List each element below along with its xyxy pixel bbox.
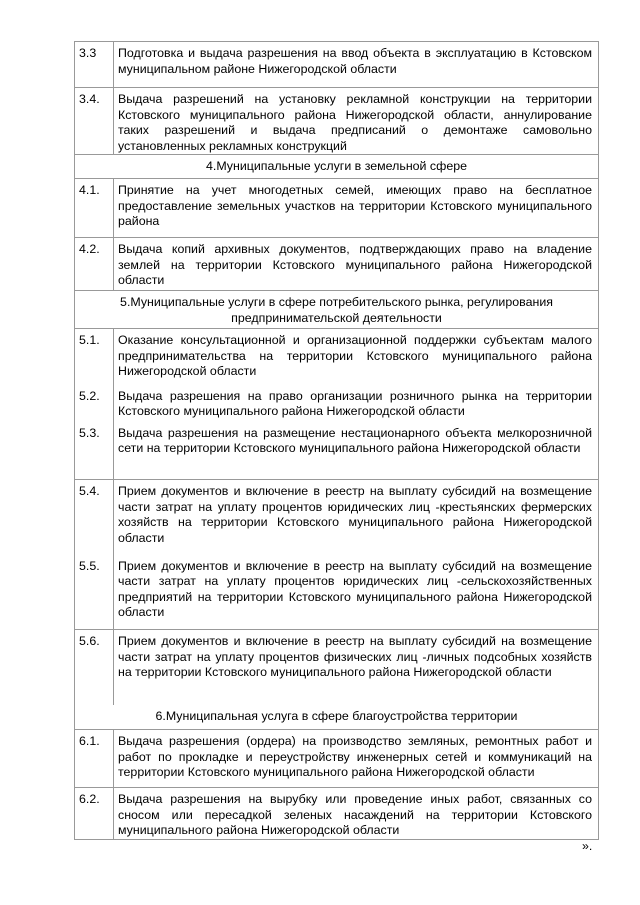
table-row — [75, 329, 599, 385]
section-heading-row — [75, 291, 599, 329]
row-text: Принятие на учет многодетных семей, имеющих право на бесплатное предоставление земельных участков на территории Кстовского муниципального района — [114, 179, 599, 238]
row-number: 6.1. — [75, 730, 114, 788]
table-row — [75, 788, 599, 840]
row-number: 3.4. — [75, 88, 114, 155]
row-number: 4.1. — [75, 179, 114, 238]
table-row — [75, 385, 599, 422]
table-row — [75, 42, 599, 88]
row-number: 5.3. — [75, 422, 114, 480]
section-heading-row — [75, 155, 599, 179]
row-number: 6.2. — [75, 788, 114, 840]
row-number: 5.5. — [75, 555, 114, 630]
table-row — [75, 555, 599, 630]
section-heading: 5.Муниципальные услуги в сфере потребительского рынка, регулирования предпринимательской деятельности — [75, 291, 599, 329]
row-text: Выдача разрешения на вырубку или проведение иных работ, связанных со сносом или пересадкой зеленых насаждений на территории Кстовского муниципального района Нижегородской области — [114, 788, 599, 840]
table-row — [75, 730, 599, 788]
table-row — [75, 88, 599, 155]
section-heading: 6.Муниципальная услуга в сфере благоустройства территории — [75, 705, 599, 730]
table-row — [75, 422, 599, 480]
row-text: Выдача разрешения на право организации розничного рынка на территории Кстовского муниципального района Нижегородской области — [114, 385, 599, 422]
row-number: 5.6. — [75, 630, 114, 705]
row-text: Выдача разрешений на установку рекламной конструкции на территории Кстовского муниципального района Нижегородской области, аннулирование таких разрешений и выдача предписаний о демонтаже самовольно установленных рекламных конструкций — [114, 88, 599, 155]
row-text: Подготовка и выдача разрешения на ввод объекта в эксплуатацию в Кстовском муниципальном районе Нижегородской области — [114, 42, 599, 88]
row-text: Выдача разрешения (ордера) на производство земляных, ремонтных работ и работ по прокладке и переустройству инженерных сетей и коммуникаций на территории Кстовского муниципального района Нижегородской области — [114, 730, 599, 788]
row-text: Выдача копий архивных документов, подтверждающих право на владение землей на территории Кстовского муниципального района Нижегородской области — [114, 238, 599, 291]
row-number: 4.2. — [75, 238, 114, 291]
table-row — [75, 179, 599, 238]
row-text: Выдача разрешения на размещение нестационарного объекта мелкорозничной сети на территории Кстовского муниципального района Нижегородской области — [114, 422, 599, 480]
row-text: Прием документов и включение в реестр на выплату субсидий на возмещение части затрат на уплату процентов юридических лиц -крестьянских фермерских хозяйств на территории Кстовского муниципального района Нижегородской области — [114, 480, 599, 555]
row-number: 5.2. — [75, 385, 114, 422]
section-heading: 4.Муниципальные услуги в земельной сфере — [75, 155, 599, 179]
row-text: Оказание консультационной и организационной поддержки субъектам малого предпринимательства на территории Кстовского муниципального района Нижегородской области — [114, 329, 599, 385]
table-row — [75, 630, 599, 705]
table-row — [75, 238, 599, 291]
section-heading-row — [75, 705, 599, 730]
closing-quote: ». — [582, 839, 593, 853]
row-text: Прием документов и включение в реестр на выплату субсидий на возмещение части затрат на уплату процентов физических лиц -личных подсобных хозяйств на территории Кстовского муниципального района Нижегородской области — [114, 630, 599, 705]
row-number: 3.3 — [75, 42, 114, 88]
row-number: 5.4. — [75, 480, 114, 555]
services-table — [74, 41, 599, 840]
table-row — [75, 480, 599, 555]
row-text: Прием документов и включение в реестр на выплату субсидий на возмещение части затрат на уплату процентов юридических лиц -сельскохозяйственных предприятий на территории Кстовского муниципального района Нижегородской области — [114, 555, 599, 630]
row-number: 5.1. — [75, 329, 114, 385]
